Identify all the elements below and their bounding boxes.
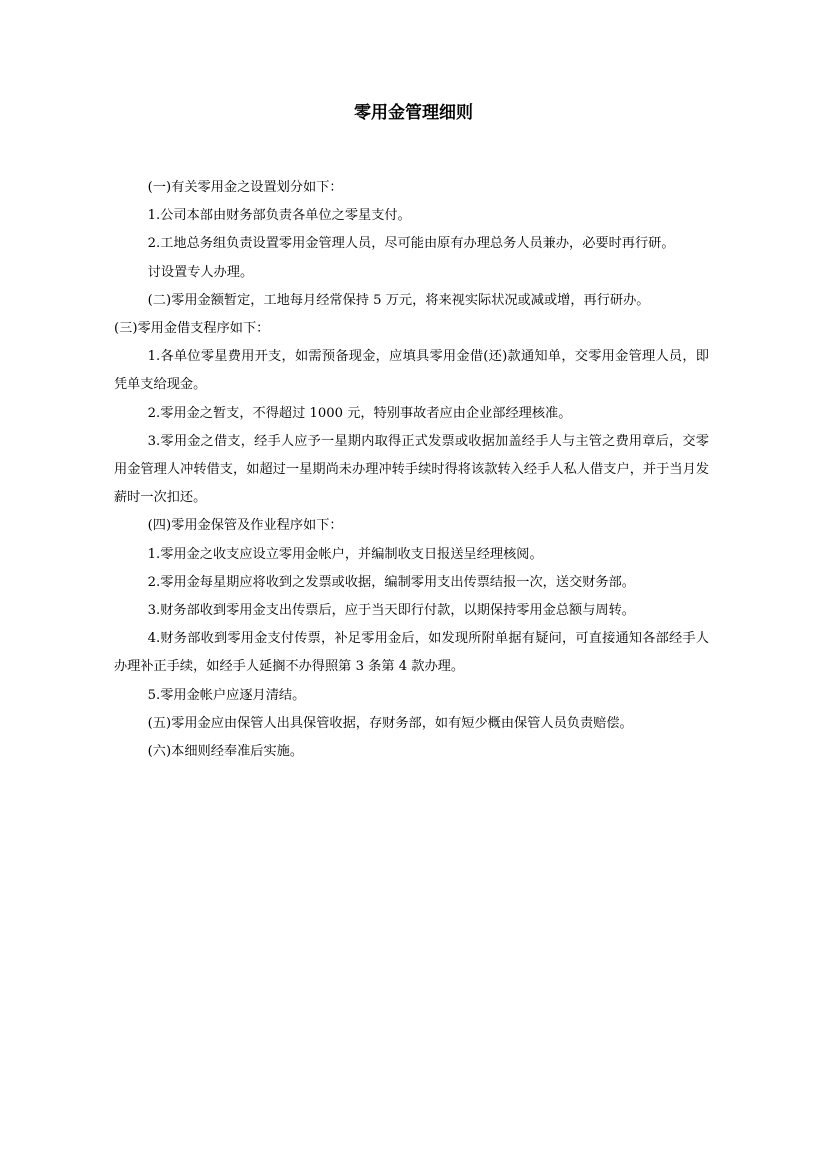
clause-paragraph: 1.各单位零星费用开支，如需预备现金，应填具零用金借(还)款通知单，交零用金管理人员，即凭单支给现金。	[114, 349, 709, 393]
document-body	[114, 174, 709, 766]
section-heading: (五)零用金应由保管人出具保管收据，存财务部，如有短少概由保管人员负责赔偿。	[147, 715, 633, 731]
clause-paragraph: 2.零用金之暂支，不得超过 1000 元，特别事故者应由企业部经理核准。	[147, 405, 572, 421]
clause-paragraph: 5.零用金帐户应逐月清结。	[147, 687, 306, 703]
section-heading: (四)零用金保管及作业程序如下：	[147, 518, 343, 534]
clause-paragraph: 4.财务部收到零用金支付传票，补足零用金后，如发现所附单据有疑问，可直接通知各部经手人办理补正手续，如经手人延搁不办得照第 3 条第 4 款办理。	[114, 631, 709, 675]
clause-paragraph: 1.公司本部由财务部负责各单位之零星支付。	[147, 208, 411, 224]
clause-paragraph: 2.零用金每星期应将收到之发票或收据，编制零用支出传票结报一次，送交财务部。	[147, 574, 635, 590]
document-title: 零用金管理细则	[354, 103, 473, 123]
clause-paragraph: 讨设置专人办理。	[147, 264, 254, 280]
section-heading: (三)零用金借支程序如下：	[114, 321, 270, 337]
section-heading: (六)本细则经奉准后实施。	[147, 744, 304, 760]
clause-paragraph: 3.零用金之借支，经手人应予一星期内取得正式发票或收据加盖经手人与主管之费用章后，交零用金管理人冲转借支，如超过一星期尚未办理冲转手续时得将该款转入经手人私人借支户，并于当月发薪时一次扣还。	[114, 433, 709, 506]
section-heading: (二)零用金额暂定，工地每月经常保持 5 万元，将来视实际状况或减或增，再行研办。	[147, 292, 650, 308]
clause-paragraph: 1.零用金之收支应设立零用金帐户，并编制收支日报送呈经理核阅。	[147, 546, 543, 562]
section-heading: (一)有关零用金之设置划分如下：	[147, 180, 343, 195]
clause-paragraph: 3.财务部收到零用金支出传票后，应于当天即行付款，以期保持零用金总额与周转。	[147, 603, 635, 619]
clause-paragraph: 2.工地总务组负责设置零用金管理人员，尽可能由原有办理总务人员兼办，必要时再行研。	[147, 236, 675, 252]
